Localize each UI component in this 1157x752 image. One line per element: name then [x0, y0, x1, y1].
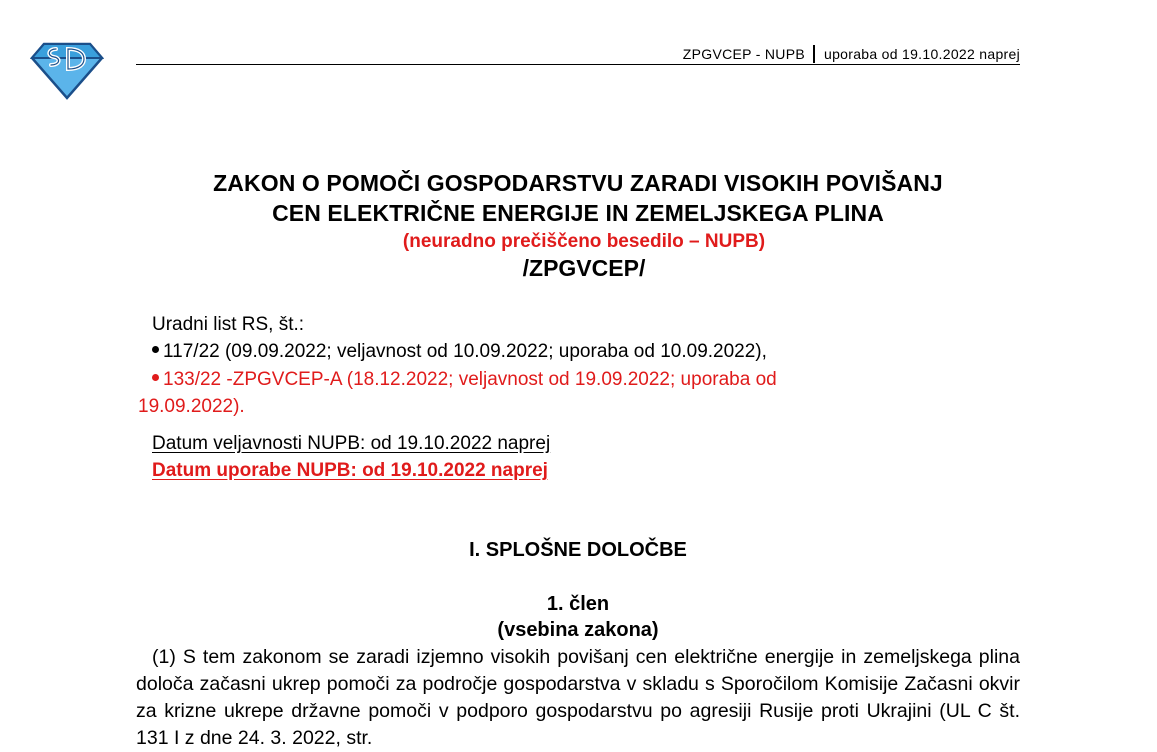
validity-date: Datum veljavnosti NUPB: od 19.10.2022 naprej — [152, 433, 551, 454]
publication-text: 117/22 (09.09.2022; veljavnost od 10.09.2022; uporaba od 10.09.2022), — [163, 341, 767, 362]
diamond-logo-icon — [30, 40, 104, 100]
title-line-1: ZAKON O POMOČI GOSPODARSTVU ZARADI VISOKIH POVIŠANJ — [213, 170, 943, 196]
chapter-title: I. SPLOŠNE DOLOČBE — [469, 539, 687, 561]
header-rule — [136, 64, 1020, 65]
title-subtitle: (neuradno prečiščeno besedilo – NUPB) — [402, 231, 766, 252]
header-validity: uporaba od 19.10.2022 naprej — [823, 46, 1020, 62]
article-name: (vsebina zakona) — [497, 619, 659, 641]
bullet-icon — [152, 346, 159, 353]
application-date: Datum uporabe NUPB: od 19.10.2022 naprej — [152, 460, 548, 481]
running-header — [683, 45, 1020, 63]
header-separator — [813, 45, 815, 63]
title-line-2: CEN ELEKTRIČNE ENERGIJE IN ZEMELJSKEGA PLINA — [272, 200, 884, 226]
publication-text: 133/22 -ZPGVCEP-A (18.12.2022; veljavnost od 19.09.2022; uporaba od — [163, 369, 777, 390]
article-number: 1. člen — [546, 593, 610, 615]
publication-item-amendment — [152, 369, 777, 391]
publications-heading: Uradni list RS, št.: — [152, 314, 305, 335]
publication-continuation: 19.09.2022). — [138, 396, 245, 417]
publication-item — [152, 341, 767, 363]
document-title — [136, 168, 1020, 282]
article-paragraph: (1) S tem zakonom se zaradi izjemno visokih povišanj cen električne energije in zemeljskega plina določa začasni ukrep pomoči za področje gospodarstva v skladu s Sporočilom Komisije Začasni okvir za krizne ukrepe državne pomoči v podporo gospodarstvu po agresiji Rusije proti Ukrajini (UL C št. 131 I z dne 24. 3. 2022, str. — [136, 646, 1020, 749]
header-doc-code: ZPGVCEP - NUPB — [682, 46, 805, 62]
bullet-icon — [152, 374, 159, 381]
title-abbreviation: /ZPGVCEP/ — [522, 255, 646, 281]
